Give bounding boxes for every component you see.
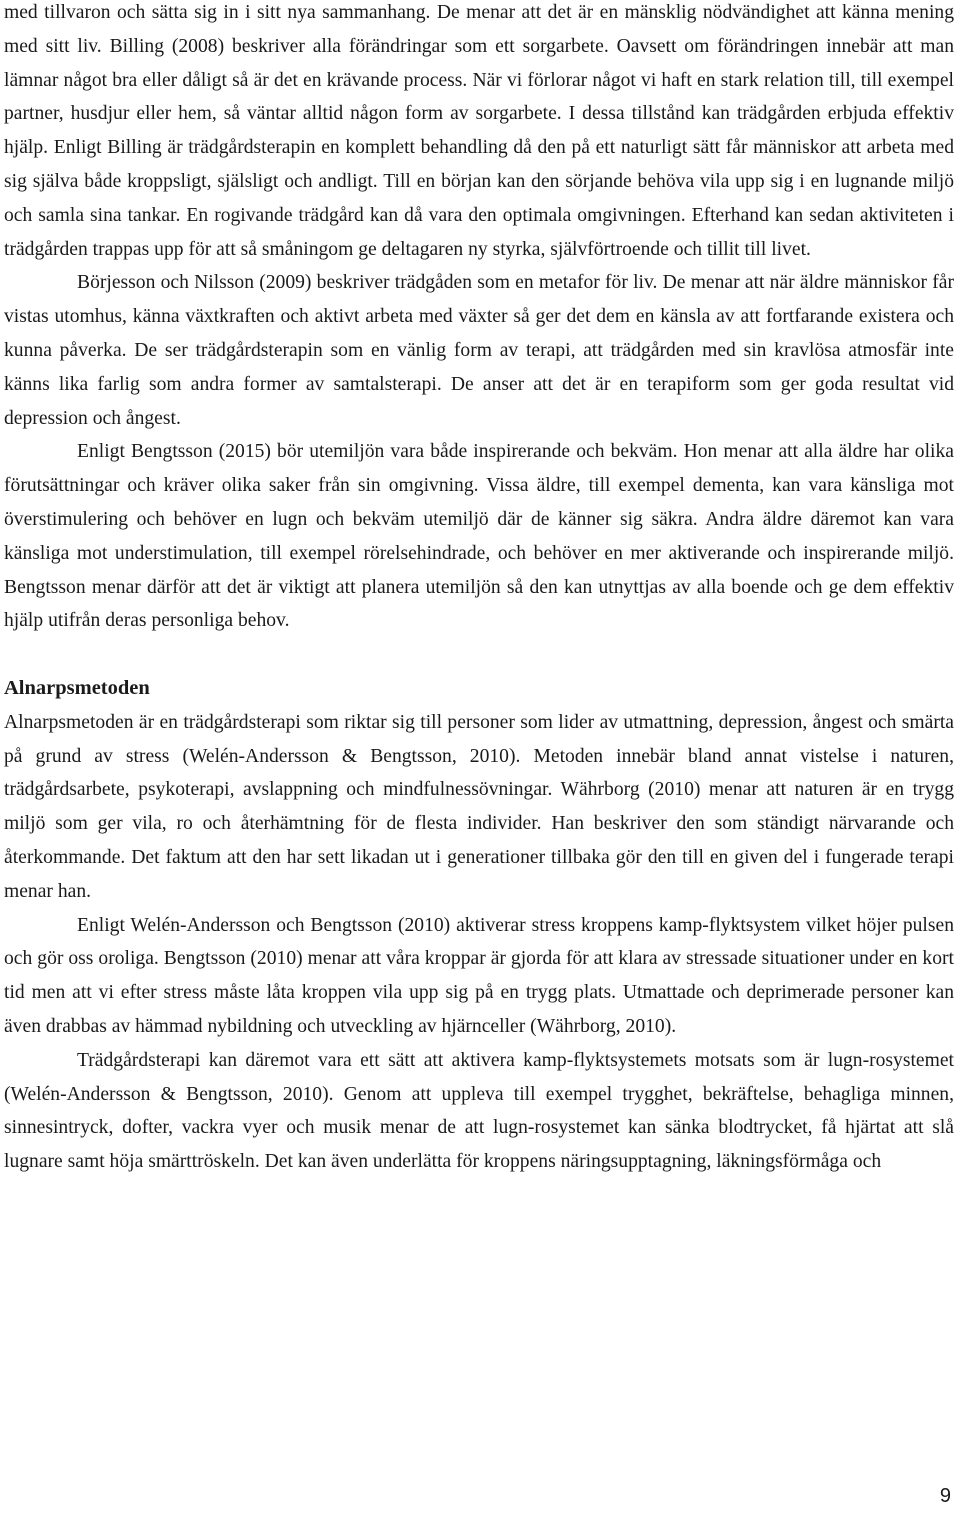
paragraph-borjesson-nilsson: Börjesson och Nilsson (2009) beskriver trädgåden som en metafor för liv. De menar att när äldre människor får vistas utomhus, känna växtkraften och aktivt arbeta med växter så ger det dem en känsla av att fortfarande existera och kunna påverka. De ser trädgårdsterapin som en vänlig form av terapi, att trädgården med sin kravlösa atmosfär inte känns lika farlig som andra former av samtalsterapi. De anser att det är en terapiform som ger goda resultat vid depression och ångest. <box>4 272 954 429</box>
paragraph-bengtsson-2015: Enligt Bengtsson (2015) bör utemiljön vara både inspirerande och bekväm. Hon menar att alla äldre har olika förutsättningar och kräver olika saker från sin omgivning. Vissa äldre, till exempel dementa, kan vara känsliga mot överstimulering och behöver en lugn och bekväm utemiljö där de känner sig säkra. Andra äldre däremot kan vara känsliga mot understimulation, till exempel rörelsehindrade, och behöver en mer aktiverande och inspirerande miljö. Bengtsson menar därför att det är viktigt att planera utemiljön så den kan utnyttjas av alla boende och ge dem effektiv hjälp utifrån deras personliga behov. <box>4 441 954 632</box>
paragraph-alnarpsmetoden: Alnarpsmetoden är en trädgårdsterapi som riktar sig till personer som lider av utmattning, depression, ångest och smärta på grund av stress (Welén-Andersson & Bengtsson, 2010). Metoden innebär bland annat vistelse i naturen, trädgårdsarbete, psykoterapi, avslappning och mindfulnessövningar. Währborg (2010) menar att naturen är en trygg miljö som ger vila, ro och återhämtning för de flesta individer. Han beskriver den som ständigt närvarande och återkommande. Det faktum att den har sett likadan ut i generationer tillbaka gör den till en given del i fungerade terapi menar han. <box>4 711 954 902</box>
paragraph-continuation: med tillvaron och sätta sig in i sitt nya sammanhang. De menar att det är en mänsklig nödvändighet att känna mening med sitt liv. Billing (2008) beskriver alla förändringar som ett sorgarbete. Oavsett om förändringen innebär att man lämnar något bra eller dåligt så är det en krävande process. När vi förlorar något vi haft en stark relation till, till exempel partner, husdjur eller hem, så väntar alltid någon form av sorgarbete. I dessa tillstånd kan trädgården erbjuda effektiv hjälp. Enligt Billing är trädgårdsterapin en komplett behandling då den på ett naturligt sätt får människor att arbeta med sig själva både kroppsligt, själsligt och andligt. Till en början kan den sörjande behöva vila upp sig i en lugnande miljö och samla sina tankar. En rogivande trädgård kan då vara den optimala omgivningen. Efterhand kan sedan aktiviteten i trädgården trappas upp för att så småningom ge deltagaren ny styrka, självförtroende och tillit till livet. <box>4 2 954 260</box>
paragraph-stress-system: Enligt Welén-Andersson och Bengtsson (2010) aktiverar stress kroppens kamp-flyktsystem vilket höjer pulsen och gör oss oroliga. Bengtsson (2010) menar att våra kroppar är gjorda för att klara av stressade situationer under en kort tid men att vi efter stress måste låta kroppen vila upp sig på en trygg plats. Utmattade och deprimerade personer kan även drabbas av hämmad nybildning och utveckling av hjärnceller (Währborg, 2010). <box>4 914 954 1037</box>
page-number: 9 <box>939 1485 951 1507</box>
section-spacer <box>4 638 954 672</box>
document-page <box>4 0 954 1179</box>
section-heading: Alnarpsmetoden <box>4 676 150 699</box>
paragraph-lugn-rosystemet: Trädgårdsterapi kan däremot vara ett sätt att aktivera kamp-flyktsystemets motsats som är lugn-rosystemet (Welén-Andersson & Bengtsson, 2010). Genom att uppleva till exempel trygghet, bekräftelse, behagliga minnen, sinnesintryck, dofter, vackra vyer och musik menar de att lugn-rosystemet kan sänka blodtrycket, få hjärtat att slå lugnare samt höja smärttröskeln. Det kan även underlätta för kroppens näringsupptagning, läkningsförmåga och <box>4 1049 954 1173</box>
